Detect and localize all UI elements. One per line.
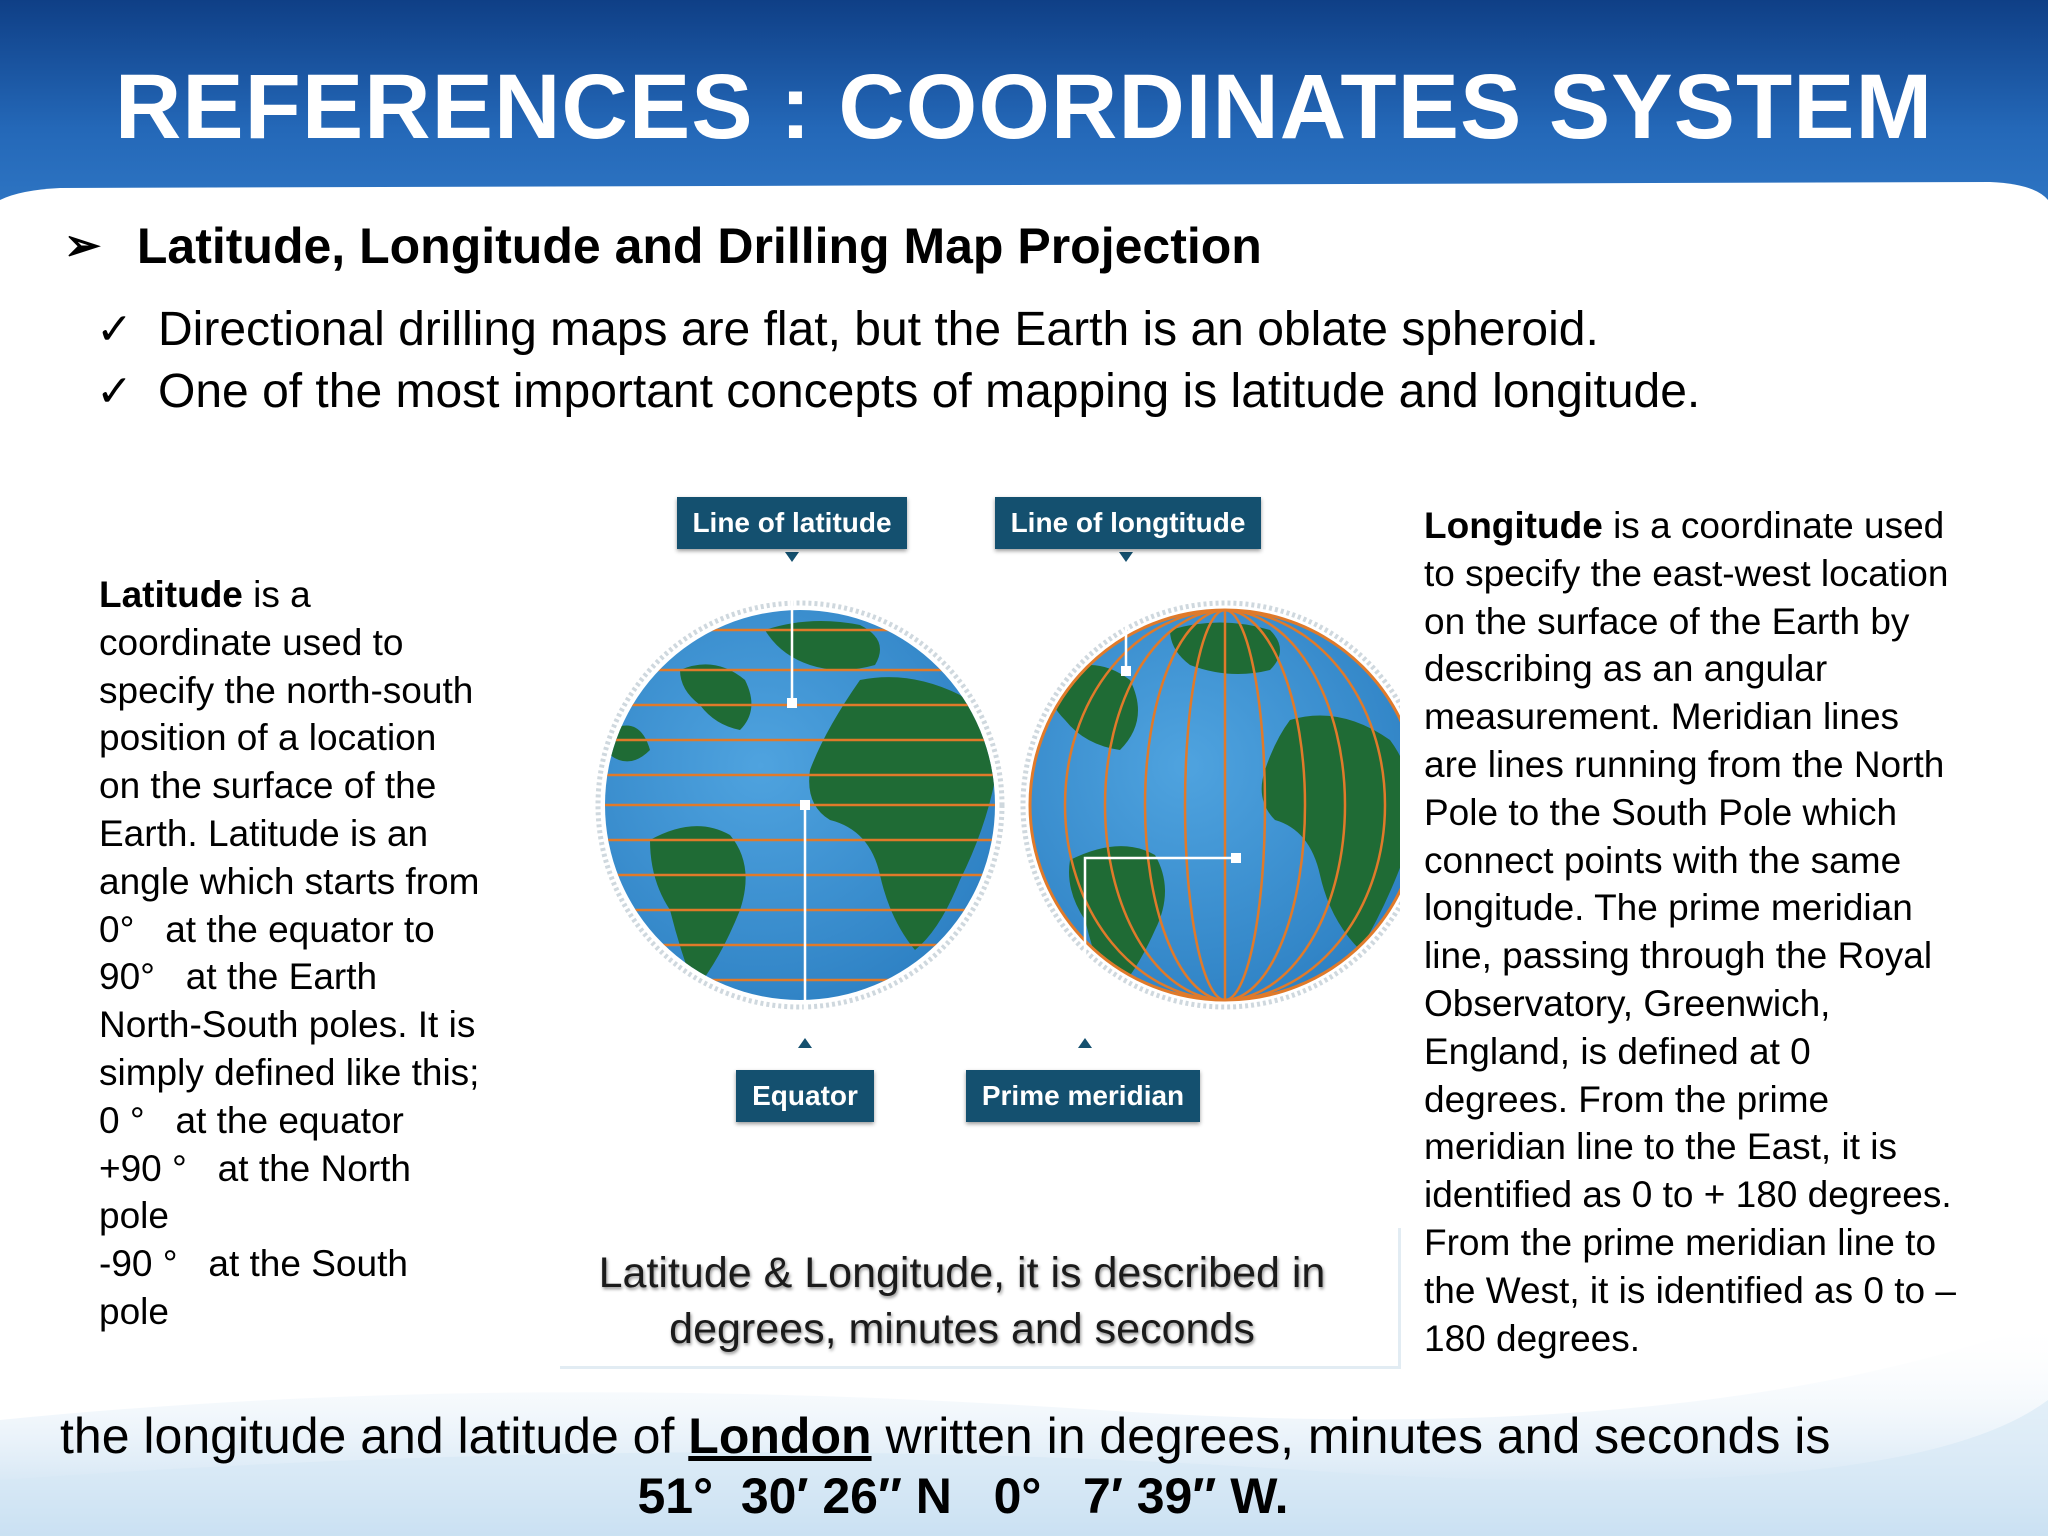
text-line: is a — [253, 574, 311, 615]
line-of-latitude-label: Line of latitude — [677, 497, 907, 549]
london-prefix: the longitude and latitude of — [60, 1408, 689, 1464]
text-line: 0 ° at the equator — [99, 1099, 404, 1141]
text-line: coordinate used to — [99, 621, 404, 663]
latitude-term: Latitude — [99, 574, 243, 615]
text-line: measurement. Meridian lines — [1424, 696, 1900, 738]
bullet-item — [96, 300, 1599, 360]
equator-label: Equator — [736, 1070, 874, 1122]
bullet-text: Directional drilling maps are flat, but the Earth is an oblate spheroid. — [158, 303, 1599, 356]
section-heading-text: Latitude, Longitude and Drilling Map Projection — [136, 218, 1262, 274]
checkmark-icon: ✓ — [96, 367, 133, 416]
text-line: identified as 0 to + 180 degrees. — [1424, 1174, 1952, 1216]
london-sentence — [60, 1405, 1830, 1467]
text-line: Earth. Latitude is an — [99, 812, 429, 854]
bullet-item — [96, 362, 1700, 422]
longitude-globe — [1023, 552, 1400, 1048]
line-of-longitude-label: Line of longtitude — [995, 497, 1261, 549]
text-line: connect points with the same — [1424, 839, 1902, 881]
text-line: to specify the east-west location — [1424, 552, 1949, 594]
slide-title: REFERENCES : COORDINATES SYSTEM — [114, 56, 1934, 158]
bullet-arrow-icon: ➢ — [64, 221, 101, 270]
text-line: +90 ° at the North — [99, 1147, 412, 1189]
london-coordinates: 51° 30′ 26″ N 0° 7′ 39″ W. — [637, 1468, 1289, 1524]
text-line: meridian line to the East, it is — [1424, 1126, 1897, 1168]
text-line: specify the north-south — [99, 669, 474, 711]
text-line: longitude. The prime meridian — [1424, 887, 1913, 929]
text-line: North-South poles. It is — [99, 1004, 476, 1046]
globes-diagram — [530, 480, 1400, 1140]
text-line: position of a location — [99, 717, 437, 759]
text-line: pole — [99, 1195, 169, 1237]
diagram-caption — [552, 1245, 1372, 1357]
text-line: the West, it is identified as 0 to – — [1424, 1269, 1956, 1311]
checkmark-icon: ✓ — [96, 305, 133, 354]
text-line: -90 ° at the South — [99, 1243, 408, 1285]
prime-meridian-label: Prime meridian — [966, 1070, 1200, 1122]
text-line: Pole to the South Pole which — [1424, 791, 1898, 833]
text-line: are lines running from the North — [1424, 743, 1945, 785]
text-line: on the surface of the Earth by — [1424, 600, 1910, 642]
text-line: degrees. From the prime — [1424, 1078, 1830, 1120]
london-city: London — [688, 1408, 872, 1464]
longitude-description — [1424, 502, 2024, 1362]
text-line: simply defined like this; — [99, 1051, 480, 1093]
text-line: England, is defined at 0 — [1424, 1030, 1811, 1072]
text-line: is a coordinate used — [1613, 505, 1945, 546]
caption-line: Latitude & Longitude, it is described in — [598, 1249, 1326, 1297]
section-heading — [64, 215, 1262, 277]
text-line: 180 degrees. — [1424, 1317, 1641, 1359]
text-line: Observatory, Greenwich, — [1424, 982, 1831, 1024]
text-line: on the surface of the — [99, 765, 437, 807]
bullet-text: One of the most important concepts of mapping is latitude and longitude. — [158, 365, 1701, 418]
text-line: pole — [99, 1290, 169, 1332]
latitude-description — [99, 571, 529, 1336]
text-line: line, passing through the Royal — [1424, 935, 1933, 977]
latitude-globe — [590, 552, 1010, 1048]
text-line: angle which starts from — [99, 860, 480, 902]
text-line: From the prime meridian line to — [1424, 1221, 1937, 1263]
longitude-term: Longitude — [1424, 505, 1603, 546]
london-suffix: written in degrees, minutes and seconds is — [871, 1408, 1831, 1464]
text-line: 0° at the equator to — [99, 908, 435, 950]
caption-line: degrees, minutes and seconds — [669, 1305, 1255, 1353]
text-line: describing as an angular — [1424, 648, 1828, 690]
text-line: 90° at the Earth — [99, 956, 378, 998]
